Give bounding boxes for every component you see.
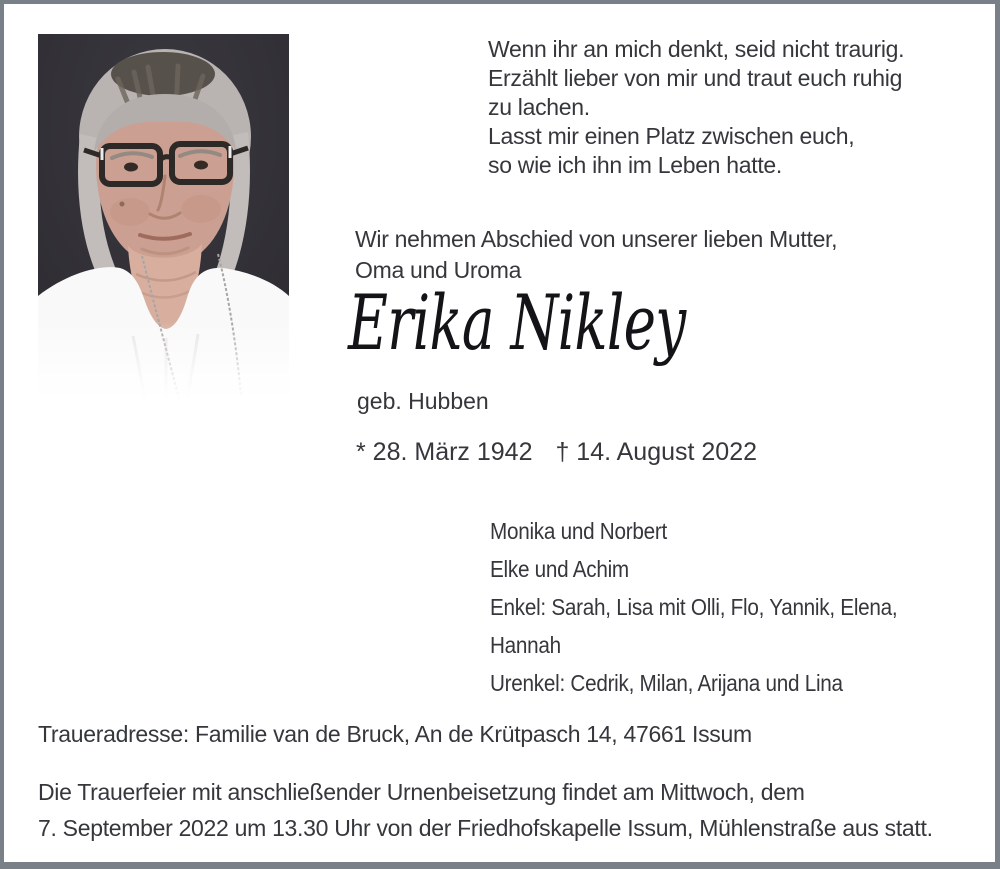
mourner-line: Hannah — [490, 632, 561, 658]
birth-date: * 28. März 1942 — [356, 438, 533, 466]
poem-line: so wie ich ihn im Leben hatte. — [488, 152, 783, 178]
mourner-line: Monika und Norbert — [490, 518, 667, 544]
intro-line: Oma und Uroma — [355, 257, 522, 283]
obituary-page — [4, 4, 995, 862]
farewell-intro — [355, 224, 837, 286]
mourners-list — [490, 512, 897, 702]
intro-line: Wir nehmen Abschied von unserer lieben Mutter, — [355, 226, 838, 252]
mourner-line: Enkel: Sarah, Lisa mit Olli, Flo, Yannik, Elena, — [490, 594, 898, 620]
death-date: † 14. August 2022 — [555, 438, 758, 466]
cheek-right — [181, 195, 221, 223]
mourner-line: Elke und Achim — [490, 556, 629, 582]
poem-line: Lasst mir einen Platz zwischen euch, — [488, 123, 855, 149]
cheek-left — [110, 198, 150, 226]
service-line: Die Trauerfeier mit anschließender Urnenbeisetzung findet am Mittwoch, dem — [38, 779, 805, 805]
photo-bottom-fade — [38, 322, 289, 401]
service-info — [38, 774, 933, 846]
poem-line: Erzählt lieber von mir und traut euch ruhig — [488, 65, 903, 91]
poem-line: zu lachen. — [488, 94, 590, 120]
memorial-poem — [488, 35, 904, 180]
portrait-photo — [38, 34, 289, 401]
cheek-mole — [120, 202, 125, 207]
poem-line: Wenn ihr an mich denkt, seid nicht traurig. — [488, 36, 905, 62]
service-line: 7. September 2022 um 13.30 Uhr von der Friedhofskapelle Issum, Mühlenstraße aus statt. — [38, 815, 933, 841]
eye-left — [124, 163, 138, 172]
eye-right — [194, 161, 208, 170]
deceased-name: Erika Nikley — [348, 278, 686, 367]
life-dates — [356, 437, 757, 467]
mourning-address: Traueradresse: Familie van de Bruck, An de Krütpasch 14, 47661 Issum — [38, 721, 752, 747]
mourner-line: Urenkel: Cedrik, Milan, Arijana und Lina — [490, 670, 843, 696]
maiden-name: geb. Hubben — [357, 388, 489, 414]
